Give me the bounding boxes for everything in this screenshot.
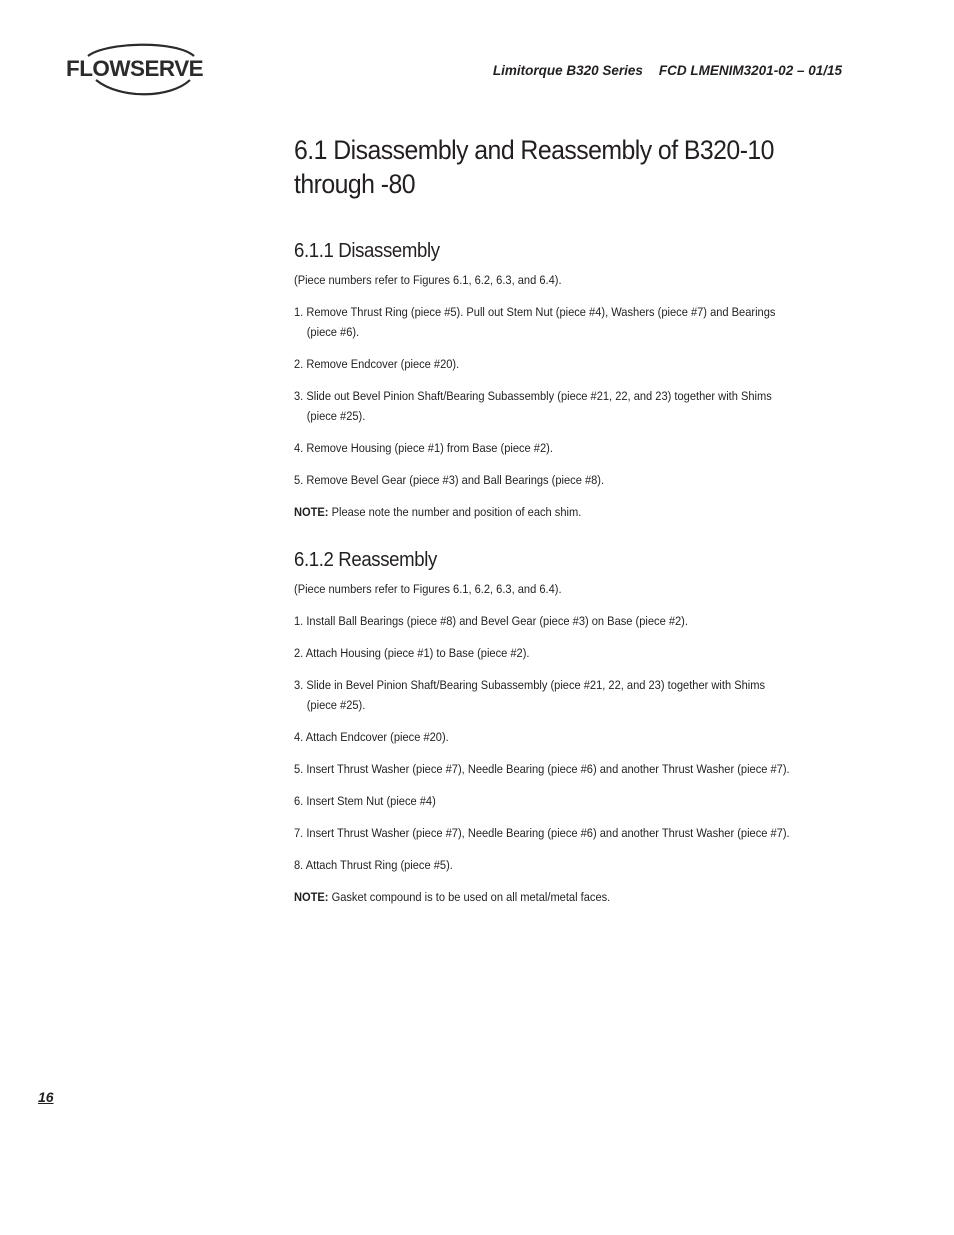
note-label: NOTE:	[294, 890, 329, 904]
reassembly-heading: 6.1.2 Reassembly	[294, 549, 437, 571]
disassembly-step-5: 5. Remove Bevel Gear (piece #3) and Ball Bearings (piece #8).	[294, 473, 605, 487]
flowserve-logo	[66, 42, 206, 96]
reassembly-steps	[294, 611, 854, 875]
disassembly-step-3: 3. Slide out Bevel Pinion Shaft/Bearing Subassembly (piece #21, 22, and 23) together with Shims (piece #25).	[294, 389, 772, 423]
reassembly-step-7: 7. Insert Thrust Washer (piece #7), Needle Bearing (piece #6) and another Thrust Washer (piece #7).	[294, 826, 790, 840]
note-label: NOTE:	[294, 505, 329, 519]
section-title-line2: through -80	[294, 169, 415, 199]
page-number: 16	[38, 1089, 54, 1105]
disassembly-step-4: 4. Remove Housing (piece #1) from Base (piece #2).	[294, 441, 553, 455]
reassembly-step-2: 2. Attach Housing (piece #1) to Base (piece #2).	[294, 646, 530, 660]
disassembly-intro: (Piece numbers refer to Figures 6.1, 6.2, 6.3, and 6.4).	[294, 273, 562, 287]
disassembly-step-2: 2. Remove Endcover (piece #20).	[294, 357, 460, 371]
disassembly-steps	[294, 302, 854, 490]
section-title-line1: 6.1 Disassembly and Reassembly of B320-10	[294, 135, 774, 165]
disassembly-heading: 6.1.1 Disassembly	[294, 240, 440, 262]
main-content	[294, 133, 854, 907]
header-series: Limitorque B320 Series	[492, 63, 643, 78]
section-title	[294, 133, 846, 201]
reassembly-step-6: 6. Insert Stem Nut (piece #4)	[294, 794, 436, 808]
reassembly-step-3: 3. Slide in Bevel Pinion Shaft/Bearing Subassembly (piece #21, 22, and 23) together with Shims (piece #25).	[294, 678, 766, 712]
reassembly-step-8: 8. Attach Thrust Ring (piece #5).	[294, 858, 453, 872]
reassembly-step-5: 5. Insert Thrust Washer (piece #7), Needle Bearing (piece #6) and another Thrust Washer (piece #7).	[294, 762, 790, 776]
logo-wordmark: FLOWSERVE	[66, 56, 204, 81]
reassembly-step-4: 4. Attach Endcover (piece #20).	[294, 730, 449, 744]
reassembly-intro: (Piece numbers refer to Figures 6.1, 6.2, 6.3, and 6.4).	[294, 582, 562, 596]
disassembly-step-1: 1. Remove Thrust Ring (piece #5). Pull out Stem Nut (piece #4), Washers (piece #7) and Bearings (piece #6).	[294, 305, 776, 339]
reassembly-step-1: 1. Install Ball Bearings (piece #8) and Bevel Gear (piece #3) on Base (piece #2).	[294, 614, 688, 628]
disassembly-note	[294, 502, 840, 522]
note-text: Gasket compound is to be used on all metal/metal faces.	[328, 890, 611, 904]
note-text: Please note the number and position of each shim.	[328, 505, 582, 519]
reassembly-note	[294, 887, 840, 907]
document-header	[493, 63, 842, 78]
header-doc-code: FCD LMENIM3201-02 – 01/15	[658, 63, 842, 78]
